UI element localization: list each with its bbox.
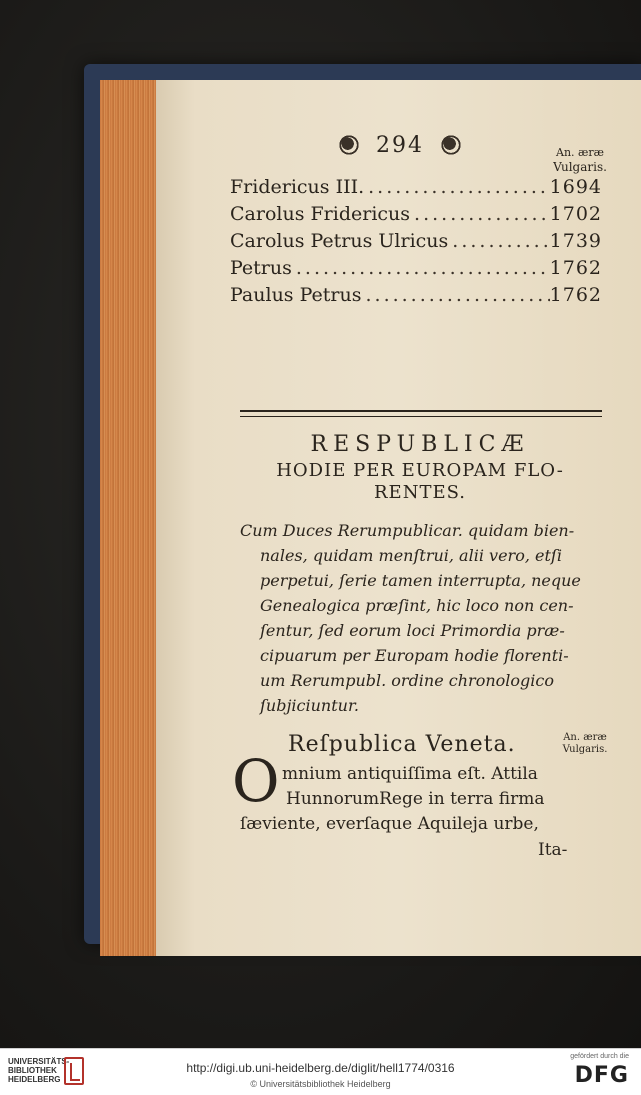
intro-line: um Rerumpubl. ordine chronologico [260,671,554,690]
intro-line: Cum Duces Rerumpublicar. quidam bien- [240,521,575,540]
veneta-line: HunnorumRege in terra firma [286,789,545,809]
dfg-logo: DFG [574,1063,629,1088]
catchword: Ita- [538,840,568,860]
veneta-era-line1: An. æræ [563,732,607,743]
section-divider [240,410,602,417]
dot-leader [410,201,550,228]
ruler-row [230,228,602,255]
funded-by-label: gefördert durch die [570,1053,629,1060]
era-label [540,146,620,174]
ruler-row [230,201,602,228]
ruler-year: 1694 [549,176,602,198]
ruler-name: Carolus Fridericus [230,203,411,225]
page-header [336,132,464,158]
ruler-name: Carolus Petrus Ulricus [230,230,449,252]
dot-leader [448,228,549,255]
permalink-url[interactable]: http://digi.ub.uni-heidelberg.de/diglit/hell1774/0316 [186,1061,455,1075]
ruler-name: Paulus Petrus [230,284,362,306]
drop-capital: O [232,747,280,815]
dot-leader [364,174,550,201]
library-name-line3: HEIDELBERG [8,1075,61,1084]
ruler-name: Petrus [230,257,292,279]
intro-line: Genealogica præſint, hic loco non cen- [260,596,574,615]
ruler-year: 1762 [549,284,602,306]
ruler-list [230,174,602,309]
copyright-notice: © Universitätsbibliothek Heidelberg [250,1079,391,1089]
ruler-name: Fridericus III. [230,176,365,198]
section-subtitle-line2: RENTES. [374,482,466,503]
ruler-year: 1739 [549,230,602,252]
book-page [156,80,641,956]
veneta-era-line2: Vulgaris. [562,744,608,755]
page-edges [100,80,158,956]
section-title: RESPUBLICÆ [310,432,530,457]
viewer-footer [0,1048,641,1095]
era-label-line2: Vulgaris. [553,160,607,174]
library-name-line2: BIBLIOTHEK [8,1066,57,1075]
veneta-era-label [550,732,620,756]
veneta-line: mnium antiquiſſima eſt. Attila [282,764,538,784]
intro-line: ſentur, ſed eorum loci Primordia præ- [260,621,565,640]
dot-leader [361,282,549,309]
section-subtitle [230,460,610,504]
intro-line: cipuarum per Europam hodie florenti- [260,646,569,665]
intro-line: nales, quidam menſtrui, alii vero, etſi [260,546,562,565]
ruler-year: 1702 [549,203,602,225]
intro-line: perpetui, ſerie tamen interrupta, neque [260,571,581,590]
era-label-line1: An. æræ [556,146,604,159]
intro-paragraph [240,518,612,718]
veneta-line: ſæviente, everſaque Aquileja urbe, [240,814,539,834]
page-number: 294 [376,132,424,158]
veneta-paragraph [240,762,612,837]
ruler-row [230,282,602,309]
section-subtitle-line1: HODIE PER EUROPAM FLO- [276,460,564,481]
dot-leader [292,255,550,282]
ruler-row [230,174,602,201]
veneta-heading: Reſpublica Veneta. [288,732,516,757]
library-name-line1: UNIVERSITÄTS- [8,1057,70,1066]
right-ornament-icon [438,132,464,158]
left-ornament-icon [336,132,362,158]
ruler-row [230,255,602,282]
ruler-year: 1762 [549,257,602,279]
intro-line: ſubjiciuntur. [260,696,359,715]
